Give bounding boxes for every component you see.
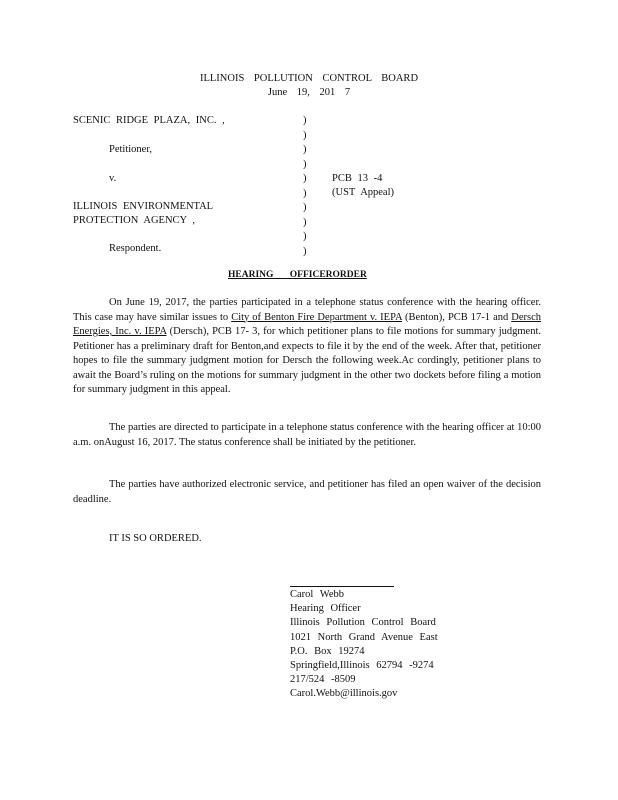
case-citation-dersch: Dersch Energies, Inc. v. IEPA [73,311,542,337]
signer-pobox: P.O. Box 19274 [290,645,365,657]
signer-street: 1021 North Grand Avenue East [290,631,438,643]
respondent-name-line2: PROTECTION AGENCY , [73,215,195,226]
paragraph1-text: On June 19, 2017, the parties participated in a telephone status conference with the hearing officer. This case may have similar issues to [73,297,541,323]
paren: ) [303,173,307,184]
order-title: HEARING OFFICERORDER [228,270,367,280]
signature-line [290,586,394,587]
paren: ) [303,158,307,170]
case-type: (UST Appeal) [332,187,395,198]
paragraph-service-waiver: The parties have authorized electronic service, and petitioner has filed an open waiver of the decision deadline. [73,479,541,505]
signer-email: Carol.Webb@illinois.gov [290,688,398,700]
paren: ) [303,231,307,242]
paragraph1-text: (Dersch), PCB 17- 3, for which petitioner plans to file motions for summary judgment. Petitioner has a preliminary draft for Benton,and expects to file it by the end of the week. After that, petitioner hopes to file the summary judgment motion for Dersch the following week.Ac cordingly, petitioner plans to await the Board’s ruling on the motions for summary judgment in the other two dockets before filing a motion for summary judgment in this appeal. [73,326,542,395]
agency-name: ILLINOIS POLLUTION CONTROL BOARD [199,73,419,84]
document-date: June 19, 201 7 [267,87,351,98]
petitioner-role: Petitioner, [109,144,153,155]
caption-parentheses [303,114,313,259]
petitioner-name: SCENIC RIDGE PLAZA, INC. , [73,115,225,126]
paren: ) [303,115,307,126]
signature-block [290,588,438,702]
paren: ) [303,144,307,155]
respondent-role: Respondent. [109,243,162,254]
signer-organization: Illinois Pollution Control Board [290,617,436,629]
versus-label: v. [109,173,117,184]
paren: ) [303,202,307,213]
paren: ) [303,245,307,257]
respondent-name-line1: ILLINOIS ENVIRONMENTAL [73,201,214,212]
signer-phone: 217/524 -8509 [290,674,356,686]
closing-statement: IT IS SO ORDERED. [109,533,202,544]
paragraph1-text: (Benton), PCB 17-1 and [401,311,512,323]
paragraph-status-conference [73,296,541,398]
paragraph-next-conference: The parties are directed to participate in a telephone status conference with the hearing officer at 10:00 a.m. onAugust 16, 2017. The status conference shall be initiated by the petitioner. [73,422,541,448]
signer-name: Carol Webb [290,589,344,600]
case-citation-benton: City of Benton Fire Department v. IEPA [231,311,402,323]
case-number: PCB 13 -4 [332,173,383,184]
paren: ) [303,187,307,199]
case-caption [73,114,553,257]
signer-title: Hearing Officer [290,603,361,615]
paren: ) [303,216,307,228]
signer-city: Springfield,Illinois 62794 -9274 [290,659,434,671]
document-header [0,72,618,100]
paren: ) [303,129,307,141]
